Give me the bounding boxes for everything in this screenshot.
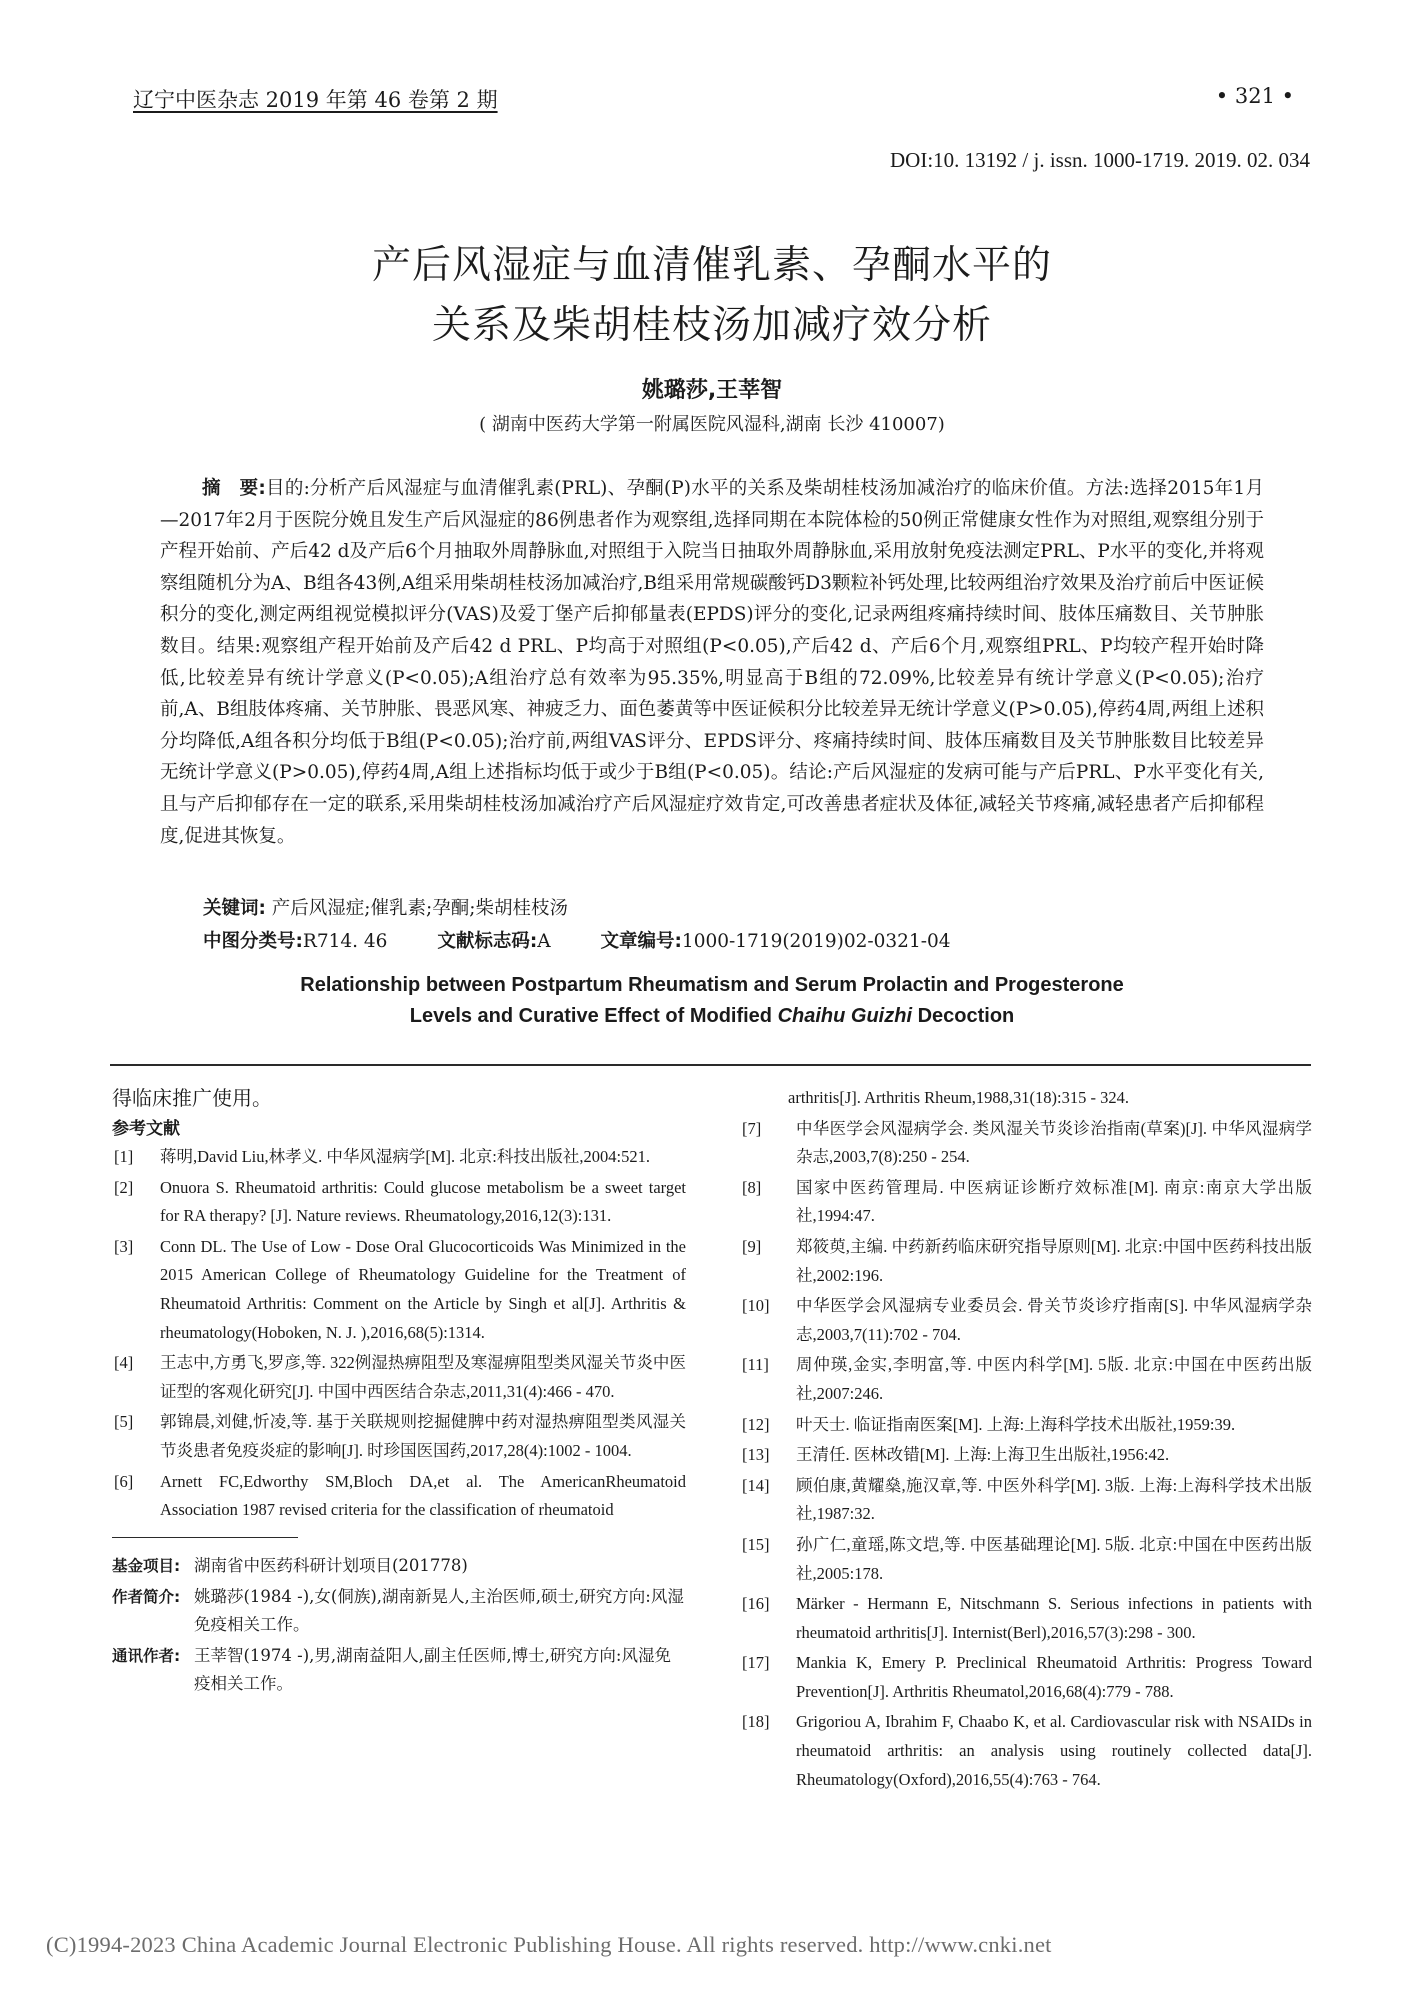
reference-number: [12] bbox=[742, 1414, 770, 1434]
clc-number bbox=[203, 931, 387, 952]
reference-number: [15] bbox=[742, 1534, 770, 1554]
reference-item bbox=[740, 1115, 1312, 1172]
reference-item bbox=[112, 1468, 686, 1525]
reference-item bbox=[740, 1531, 1312, 1588]
doc-label: 文献标志码: bbox=[437, 931, 538, 952]
english-title bbox=[0, 970, 1424, 1032]
copyright-footer: (C)1994-2023 China Academic Journal Electronic Publishing House. All rights reserved. http://www.cnki.net bbox=[46, 1932, 1052, 1957]
reference-text: 中华医学会风湿病学会. 类风湿关节炎诊治指南(草案)[J]. 中华风湿病学杂志,2003,7(8):250 - 254. bbox=[796, 1118, 1312, 1167]
reference-text: 郑筱萸,主编. 中药新药临床研究指导原则[M]. 北京:中国中医药科技出版社,2002:196. bbox=[796, 1236, 1312, 1285]
document-code bbox=[437, 931, 550, 952]
english-title-post: Decoction bbox=[912, 1005, 1015, 1027]
reference-item bbox=[112, 1174, 686, 1231]
reference-item bbox=[112, 1143, 686, 1172]
reference-text: 周仲瑛,金实,李明富,等. 中医内科学[M]. 5版. 北京:中国在中医药出版社,2007:246. bbox=[796, 1355, 1312, 1403]
reference-text: 孙广仁,童瑶,陈文垲,等. 中医基础理论[M]. 5版. 北京:中国在中医药出版社,2005:178. bbox=[796, 1534, 1312, 1583]
reference-item bbox=[740, 1292, 1312, 1349]
footnote-text: 湖南省中医药科研计划项目(201778) bbox=[194, 1555, 468, 1575]
reference-item bbox=[740, 1472, 1312, 1529]
reference-text: 国家中医药管理局. 中医病证诊断疗效标准[M]. 南京:南京大学出版社,1994:47. bbox=[796, 1177, 1312, 1226]
body-continuation: 得临床推广使用。 bbox=[112, 1086, 272, 1110]
references-heading: 参考文献 bbox=[112, 1119, 180, 1139]
keywords-label: 关键词: bbox=[203, 898, 266, 919]
left-reference-list bbox=[112, 1143, 686, 1525]
reference-text: 王志中,方勇飞,罗彦,等. 322例湿热痹阻型及寒湿痹阻型类风湿关节炎中医证型的客观化研究[J]. 中国中西医结合杂志,2011,31(4):466 - 470. bbox=[160, 1353, 686, 1401]
journal-header: 辽宁中医杂志 2019 年第 46 卷第 2 期 bbox=[133, 88, 498, 112]
article-number bbox=[601, 931, 951, 952]
reference-text: 顾伯康,黄耀燊,施汉章,等. 中医外科学[M]. 3版. 上海:上海科学技术出版社,1987:32. bbox=[796, 1475, 1312, 1524]
footnote-label: 通讯作者: bbox=[112, 1646, 181, 1665]
reference-item bbox=[740, 1708, 1312, 1794]
affiliation: ( 湖南中医药大学第一附属医院风湿科,湖南 长沙 410007) bbox=[479, 414, 945, 435]
reference-item bbox=[740, 1590, 1312, 1647]
article-title bbox=[0, 236, 1424, 356]
reference-text: Onuora S. Rheumatoid arthritis: Could glucose metabolism be a sweet target for RA therapy? [J]. Nature reviews. Rheumatology,2016,12(3):131. bbox=[160, 1177, 686, 1226]
reference-number: [2] bbox=[114, 1177, 134, 1197]
reference-text: 王清任. 医林改错[M]. 上海:上海卫生出版社,1956:42. bbox=[796, 1445, 1170, 1465]
reference-item bbox=[740, 1441, 1312, 1470]
reference-continuation: arthritis[J]. Arthritis Rheum,1988,31(18):315 - 324. bbox=[788, 1088, 1129, 1107]
reference-item bbox=[112, 1408, 686, 1465]
reference-number: [9] bbox=[742, 1236, 762, 1256]
reference-item bbox=[740, 1351, 1312, 1408]
clc-label: 中图分类号: bbox=[203, 931, 303, 952]
reference-text: 郭锦晨,刘健,忻凌,等. 基于关联规则挖掘健脾中药对湿热痹阻型类风湿关节炎患者免疫炎症的影响[J]. 时珍国医国药,2017,28(4):1002 - 1004. bbox=[160, 1412, 686, 1460]
right-reference-list bbox=[740, 1115, 1312, 1795]
page-number: • 321 • bbox=[1215, 84, 1294, 108]
english-title-pre: Levels and Curative Effect of Modified bbox=[409, 1005, 778, 1027]
title-line-1: 产后风湿症与血清催乳素、孕酮水平的 bbox=[371, 243, 1052, 288]
section-divider bbox=[110, 1064, 1311, 1066]
reference-number: [7] bbox=[742, 1118, 762, 1138]
reference-number: [13] bbox=[742, 1445, 770, 1465]
reference-number: [5] bbox=[114, 1412, 134, 1432]
abstract bbox=[160, 473, 1264, 852]
reference-number: [18] bbox=[742, 1712, 770, 1732]
english-title-line-1: Relationship between Postpartum Rheumatism and Serum Prolactin and Progesterone bbox=[300, 974, 1124, 996]
clc-value: R714. 46 bbox=[302, 931, 388, 952]
abstract-label: 摘 要: bbox=[202, 478, 266, 499]
english-title-line-2 bbox=[0, 1001, 1424, 1032]
reference-item bbox=[112, 1233, 686, 1347]
reference-number: [10] bbox=[742, 1296, 770, 1316]
reference-number: [14] bbox=[742, 1475, 770, 1495]
title-line-2: 关系及柴胡桂枝汤加减疗效分析 bbox=[431, 303, 992, 348]
keywords bbox=[203, 894, 1263, 920]
footnote-label: 基金项目: bbox=[112, 1556, 181, 1575]
reference-text: 中华医学会风湿病专业委员会. 骨关节炎诊疗指南[S]. 中华风湿病学杂志,2003,7(11):702 - 704. bbox=[796, 1296, 1312, 1344]
right-column bbox=[740, 1084, 1312, 1796]
reference-number: [6] bbox=[114, 1471, 134, 1491]
reference-number: [8] bbox=[742, 1177, 762, 1197]
reference-item bbox=[740, 1411, 1312, 1440]
reference-item bbox=[740, 1174, 1312, 1231]
reference-item bbox=[112, 1349, 686, 1406]
reference-number: [1] bbox=[114, 1147, 134, 1166]
reference-number: [4] bbox=[114, 1353, 134, 1373]
reference-item bbox=[740, 1649, 1312, 1706]
classification-info bbox=[203, 927, 1263, 953]
reference-item bbox=[740, 1233, 1312, 1290]
abstract-text: 目的:分析产后风湿症与血清催乳素(PRL)、孕酮(P)水平的关系及柴胡桂枝汤加减治疗的临床价值。方法:选择2015年1月—2017年2月于医院分娩且发生产后风湿症的86例患者作为观察组,选择同期在本院体检的50例正常健康女性作为对照组,观察组分别于产程开始前、产后42 d及产后6个月抽取外周静脉血,对照组于入院当日抽取外周静脉血,采用放射免疫法测定PRL、P水平的变化,并将观察组随机分为A、B组各43例,A组采用柴胡桂枝汤加减治疗,B组采用常规碳酸钙D3颗粒补钙处理,比较两组治疗效果及治疗前后中医证候积分的变化,测定两组视觉模拟评分(VAS)及爱丁堡产后抑郁量表(EPDS)评分的变化,记录两组疼痛持续时间、肢体压痛数目、关节肿胀数目。结果:观察组产程开始前及产后42 d PRL、P均高于对照组(P<0.05),产后42 d、产后6个月,观察组PRL、P均较产程开始时降低,比较差异有统计学意义(P<0.05);A组治疗总有效率为95.35%,明显高于B组的72.09%,比较差异有统计学意义(P<0.05);治疗前,A、B组肢体疼痛、关节肿胀、畏恶风寒、神疲乏力、面色萎黄等中医证候积分比较差异无统计学意义(P>0.05),停药4周,两组上述积分均降低,A组各积分均低于B组(P<0.05);治疗前,两组VAS评分、EPDS评分、疼痛持续时间、肢体压痛数目及关节肿胀数目比较差异无统计学意义(P>0.05),停药4周,A组上述指标均低于或少于B组(P<0.05)。结论:产后风湿症的发病可能与产后PRL、P水平变化有关,且与产后抑郁存在一定的联系,采用柴胡桂枝汤加减治疗产后风湿症疗效肯定,可改善患者症状及体征,减轻关节疼痛,减轻患者产后抑郁程度,促进其恢复。 bbox=[160, 478, 1264, 847]
footnote-text: 王莘智(1974 -),男,湖南益阳人,副主任医师,博士,研究方向:风湿免疫相关工作。 bbox=[194, 1645, 671, 1693]
footnote-divider bbox=[112, 1537, 298, 1538]
footnote-item bbox=[112, 1642, 686, 1698]
footnotes bbox=[112, 1552, 686, 1698]
reference-text: Conn DL. The Use of Low - Dose Oral Glucocorticoids Was Minimized in the 2015 American College of Rheumatology Guideline for the Treatment of Rheumatoid Arthritis: Comment on the Article by Singh et al[J]. Arthritis & rheumatology(Hoboken, N. J. ),2016,68(5):1314. bbox=[160, 1236, 686, 1342]
authors: 姚璐莎,王莘智 bbox=[641, 378, 783, 403]
reference-text: Arnett FC,Edworthy SM,Bloch DA,et al. The AmericanRheumatoid Association 1987 revised criteria for the classification of rheumatoid bbox=[160, 1471, 686, 1520]
footnote-item bbox=[112, 1583, 686, 1639]
reference-number: [3] bbox=[114, 1236, 134, 1256]
english-title-italic: Chaihu Guizhi bbox=[777, 1005, 913, 1027]
reference-text: Grigoriou A, Ibrahim F, Chaabo K, et al. Cardiovascular risk with NSAIDs in rheumatoid arthritis: an analysis using routinely collected data[J]. Rheumatology(Oxford),2016,55(4):763 - 764. bbox=[796, 1712, 1312, 1789]
footnote-label: 作者简介: bbox=[112, 1587, 181, 1606]
art-value: 1000-1719(2019)02-0321-04 bbox=[681, 931, 951, 952]
reference-number: [11] bbox=[742, 1355, 769, 1375]
footnote-text: 姚璐莎(1984 -),女(侗族),湖南新晃人,主治医师,硕士,研究方向:风湿免疫相关工作。 bbox=[194, 1586, 684, 1634]
art-label: 文章编号: bbox=[600, 931, 682, 952]
reference-text: Märker - Hermann E, Nitschmann S. Serious infections in patients with rheumatoid arthritis[J]. Internist(Berl),2016,57(3):298 - 300. bbox=[796, 1594, 1312, 1642]
footnote-item bbox=[112, 1552, 686, 1580]
left-column bbox=[112, 1084, 686, 1701]
reference-text: Mankia K, Emery P. Preclinical Rheumatoid Arthritis: Progress Toward Prevention[J]. Arthritis Rheumatol,2016,68(4):779 - 788. bbox=[796, 1653, 1312, 1701]
reference-text: 蒋明,David Liu,林孝义. 中华风湿病学[M]. 北京:科技出版社,2004:521. bbox=[160, 1147, 650, 1166]
doi-line: DOI:10. 13192 / j. issn. 1000-1719. 2019. 02. 034 bbox=[890, 148, 1310, 172]
reference-number: [17] bbox=[742, 1653, 770, 1673]
keywords-text: 产后风湿症;催乳素;孕酮;柴胡桂枝汤 bbox=[271, 898, 568, 919]
doc-value: A bbox=[537, 931, 551, 952]
reference-number: [16] bbox=[742, 1594, 770, 1614]
reference-text: 叶天士. 临证指南医案[M]. 上海:上海科学技术出版社,1959:39. bbox=[796, 1414, 1236, 1434]
